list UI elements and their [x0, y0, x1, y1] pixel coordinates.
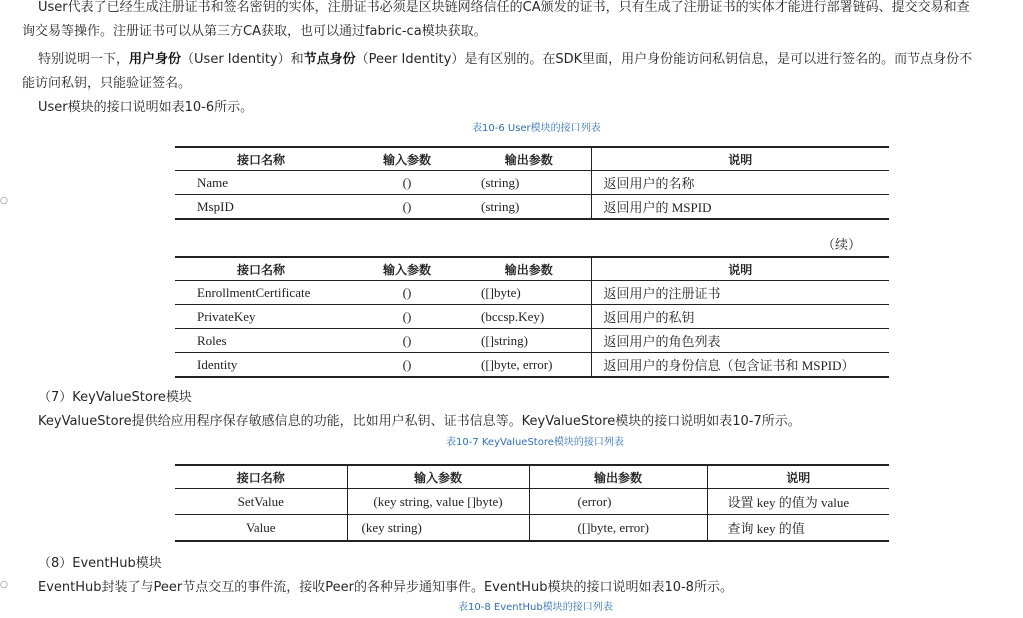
- user-module-intro: User模块的接口说明如表10-6所示。: [38, 100, 254, 115]
- table-row: [175, 171, 889, 195]
- column-header: 接口名称: [175, 257, 347, 281]
- column-header: 接口名称: [175, 147, 347, 171]
- text-span: （Peer Identity）是有区别的。在SDK里面，用户身份能访问私钥信息，是可以进行签名的。而节点身份不: [355, 52, 973, 67]
- column-header: 输入参数: [347, 465, 529, 489]
- identity-paragraph-line-1: [38, 50, 972, 70]
- section-8-heading: （8）EventHub模块: [38, 556, 162, 571]
- table-cell: Roles: [175, 329, 347, 353]
- column-header: 说明: [707, 465, 889, 489]
- table-cell: (error): [529, 489, 707, 515]
- intro-paragraph-line-2: 询交易等操作。注册证书可以从第三方CA获取，也可以通过fabric-ca模块获取。: [22, 24, 487, 39]
- table-cell: ([]byte): [467, 281, 591, 305]
- table-cell: Name: [175, 171, 347, 195]
- table-header-row: [175, 465, 889, 489]
- table-row: [175, 281, 889, 305]
- table-cell: (string): [467, 195, 591, 220]
- table-cell: ([]byte, error): [529, 515, 707, 542]
- table-10-7-caption: 表10-7 KeyValueStore模块的接口列表: [446, 437, 624, 448]
- table-cell: Value: [175, 515, 347, 542]
- table-cell: (): [347, 195, 467, 220]
- column-header: 说明: [591, 147, 889, 171]
- table-cell: 返回用户的名称: [591, 171, 889, 195]
- table-cell: (): [347, 329, 467, 353]
- table-cell: 返回用户的身份信息（包含证书和 MSPID）: [591, 353, 889, 378]
- table-cell: (): [347, 281, 467, 305]
- column-header: 说明: [591, 257, 889, 281]
- table-cell: 设置 key 的值为 value: [707, 489, 889, 515]
- column-header: 输出参数: [529, 465, 707, 489]
- table-10-7: [175, 464, 889, 542]
- column-header: 接口名称: [175, 465, 347, 489]
- table-header-row: [175, 257, 889, 281]
- text-span: （User Identity）和: [181, 52, 304, 67]
- column-header: 输入参数: [347, 257, 467, 281]
- table-cell: (key string, value []byte): [347, 489, 529, 515]
- identity-paragraph-line-2: 能访问私钥，只能验证签名。: [22, 76, 192, 91]
- table-10-6-continued: [175, 256, 889, 378]
- table-row: [175, 305, 889, 329]
- table-cell: (): [347, 353, 467, 378]
- table-cell: SetValue: [175, 489, 347, 515]
- intro-paragraph-line-1: User代表了已经生成注册证书和签名密钥的实体，注册证书必须是区块链网络信任的CA颁发的证书，只有生成了注册证书的实体才能进行部署链码、提交交易和查: [38, 0, 970, 15]
- table-row: [175, 489, 889, 515]
- table-cell: 返回用户的 MSPID: [591, 195, 889, 220]
- bold-user-identity: 用户身份: [129, 52, 182, 67]
- table-cell: EnrollmentCertificate: [175, 281, 347, 305]
- table-cell: (string): [467, 171, 591, 195]
- section-7-text: KeyValueStore提供给应用程序保存敏感信息的功能，比如用户私钥、证书信息等。KeyValueStore模块的接口说明如表10-7所示。: [38, 414, 801, 429]
- table-10-8-caption: 表10-8 EventHub模块的接口列表: [458, 602, 613, 613]
- table-10-6-caption: 表10-6 User模块的接口列表: [472, 123, 601, 134]
- table-cell: ([]byte, error): [467, 353, 591, 378]
- table-row: [175, 515, 889, 542]
- table-row: [175, 353, 889, 378]
- table-cell: 查询 key 的值: [707, 515, 889, 542]
- table-cell: 返回用户的私钥: [591, 305, 889, 329]
- column-header: 输出参数: [467, 257, 591, 281]
- table-cell: Identity: [175, 353, 347, 378]
- table-cell: (bccsp.Key): [467, 305, 591, 329]
- margin-marker: ○: [0, 580, 8, 590]
- bold-peer-identity: 节点身份: [303, 52, 356, 67]
- text-span: 特别说明一下，: [38, 52, 130, 67]
- column-header: 输入参数: [347, 147, 467, 171]
- table-cell: (): [347, 171, 467, 195]
- table-cell: (key string): [347, 515, 529, 542]
- table-cell: MspID: [175, 195, 347, 220]
- table-row: [175, 195, 889, 220]
- table-10-6: [175, 146, 889, 220]
- section-7-heading: （7）KeyValueStore模块: [38, 390, 192, 405]
- table-cell: 返回用户的角色列表: [591, 329, 889, 353]
- section-8-text: EventHub封装了与Peer节点交互的事件流，接收Peer的各种异步通知事件。EventHub模块的接口说明如表10-8所示。: [38, 580, 733, 595]
- table-header-row: [175, 147, 889, 171]
- table-row: [175, 329, 889, 353]
- margin-marker: ○: [0, 196, 8, 206]
- table-cell: PrivateKey: [175, 305, 347, 329]
- table-cell: ([]string): [467, 329, 591, 353]
- table-cell: 返回用户的注册证书: [591, 281, 889, 305]
- column-header: 输出参数: [467, 147, 591, 171]
- table-continued-label: （续）: [822, 237, 862, 252]
- table-cell: (): [347, 305, 467, 329]
